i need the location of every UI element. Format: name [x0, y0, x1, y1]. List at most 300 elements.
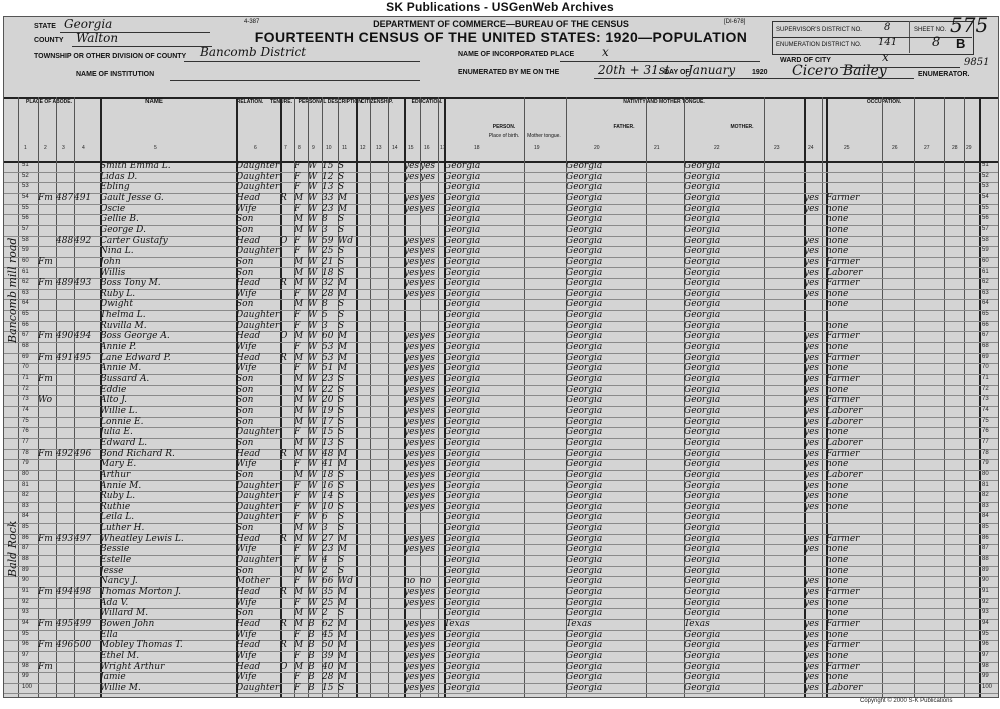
line-number: 64 [22, 300, 29, 307]
cell-farm: Fm [38, 374, 53, 384]
column-number: 8 [298, 145, 301, 151]
cell-occupation: none [826, 224, 849, 235]
cell-birth: Georgia [444, 214, 481, 225]
line-number-right: 87 [982, 545, 989, 552]
cell-tenure: O [280, 331, 288, 342]
cell-race: W [308, 192, 318, 203]
cell-read: yes [404, 640, 420, 651]
cell-sex: M [294, 192, 304, 203]
cell-write: yes [420, 267, 436, 278]
cell-house: 496 [56, 640, 74, 651]
cell-write: yes [420, 544, 436, 555]
cell-race: W [308, 469, 318, 480]
person-place-of-birth: Place of birth. [488, 133, 520, 139]
cell-birth: Georgia [444, 310, 481, 321]
cell-english: yes [804, 363, 820, 374]
cell-mother-birth: Georgia [684, 192, 721, 203]
cell-relation: Daughter [236, 555, 280, 566]
cell-relation: Son [236, 299, 254, 310]
cell-sex: M [294, 565, 304, 576]
cell-sex: M [294, 331, 304, 342]
stamp-number: 575 [950, 16, 989, 37]
line-number-right: 93 [982, 609, 989, 616]
cell-relation: Son [236, 608, 254, 619]
column-number: 3 [62, 145, 65, 151]
cell-family: 493 [74, 278, 92, 289]
cell-marital: S [338, 299, 345, 310]
cell-write: yes [420, 203, 436, 214]
line-number: 62 [22, 279, 29, 286]
line-number-right: 61 [982, 268, 989, 275]
cell-sex: F [294, 203, 301, 214]
cell-read: yes [404, 544, 420, 555]
line-number-right: 63 [982, 289, 989, 296]
cell-age: 18 [322, 469, 334, 480]
cell-occupation: none [826, 299, 849, 310]
cell-occupation: none [826, 214, 849, 225]
cell-write: yes [420, 246, 436, 257]
cell-age: 21 [322, 256, 334, 267]
cell-write: no [420, 576, 432, 587]
cell-mother-birth: Georgia [684, 352, 721, 363]
cell-tenure: O [280, 235, 288, 246]
cell-read: yes [404, 491, 420, 502]
cell-mother-birth: Georgia [684, 384, 721, 395]
cell-race: W [308, 587, 318, 597]
cell-birth: Georgia [444, 161, 481, 171]
cell-sex: F [294, 363, 301, 374]
line-number-right: 65 [982, 311, 989, 318]
incorporated-place-label: NAME OF INCORPORATED PLACE [458, 51, 575, 58]
cell-marital: S [338, 267, 345, 278]
cell-age: 19 [322, 405, 334, 416]
cell-name: Thomas Morton J. [100, 587, 181, 597]
cell-age: 14 [322, 491, 334, 502]
cell-race: W [308, 161, 318, 171]
column-number: 16 [424, 145, 430, 151]
cell-father-birth: Georgia [566, 352, 603, 363]
cell-age: 62 [322, 618, 334, 629]
column-number: 10 [326, 145, 332, 151]
cell-mother-birth: Georgia [684, 576, 721, 587]
cell-relation: Head [236, 278, 261, 289]
cell-read: yes [404, 192, 420, 203]
cell-marital: S [338, 512, 345, 523]
cell-name: Julia E. [100, 427, 133, 438]
cell-marital: M [338, 352, 348, 363]
cell-race: W [308, 512, 318, 523]
cell-family: 499 [74, 618, 92, 629]
cell-read: yes [404, 405, 420, 416]
cell-write: yes [420, 501, 436, 512]
cell-age: 15 [322, 161, 334, 171]
sheet-letter: B [956, 36, 966, 51]
line-number: 57 [22, 225, 29, 232]
cell-race: W [308, 576, 318, 587]
line-number: 65 [22, 311, 29, 318]
cell-english: yes [804, 246, 820, 257]
line-number: 92 [22, 598, 29, 605]
cell-marital: S [338, 246, 345, 257]
cell-sex: F [294, 512, 301, 523]
cell-read: yes [404, 682, 420, 693]
cell-race: W [308, 342, 318, 353]
cell-birth: Georgia [444, 416, 481, 427]
cell-mother-birth: Georgia [684, 310, 721, 321]
cell-father-birth: Georgia [566, 661, 603, 672]
cell-sex: M [294, 395, 304, 406]
cell-farm: Fm [38, 256, 53, 267]
cell-father-birth: Georgia [566, 608, 603, 619]
line-number-right: 51 [982, 162, 989, 168]
cell-father-birth: Georgia [566, 544, 603, 555]
cell-sex: F [294, 576, 301, 587]
cell-mother-birth: Georgia [684, 416, 721, 427]
cell-sex: M [294, 405, 304, 416]
sheet-label: SHEET NO. [914, 27, 947, 33]
cell-mother-birth: Georgia [684, 256, 721, 267]
cell-birth: Texas [444, 618, 470, 629]
cell-name: Leila L. [100, 512, 135, 523]
cell-birth: Georgia [444, 246, 481, 257]
cell-father-birth: Georgia [566, 437, 603, 448]
line-number: 81 [22, 481, 29, 488]
line-number-right: 55 [982, 204, 989, 211]
cell-farm: Fm [38, 192, 53, 203]
cell-name: Annie M. [100, 363, 142, 374]
cell-occupation: Laborer [826, 416, 863, 427]
cell-marital: M [338, 459, 348, 470]
cell-father-birth: Georgia [566, 629, 603, 640]
cell-father-birth: Georgia [566, 459, 603, 470]
cell-name: Carter Gustafy [100, 235, 168, 246]
cell-relation: Daughter [236, 171, 280, 182]
cell-marital: S [338, 256, 345, 267]
cell-race: W [308, 448, 318, 459]
cell-occupation: none [826, 427, 849, 438]
cell-father-birth: Georgia [566, 182, 603, 193]
cell-mother-birth: Georgia [684, 161, 721, 171]
cell-race: W [308, 597, 318, 608]
cell-birth: Georgia [444, 405, 481, 416]
cell-sex: F [294, 235, 301, 246]
line-number: 51 [22, 162, 29, 168]
cell-age: 5 [322, 310, 328, 321]
cell-marital: Wd [338, 576, 354, 587]
cell-name: Boss Tony M. [100, 278, 161, 289]
cell-occupation: Laborer [826, 267, 863, 278]
cell-english: yes [804, 533, 820, 544]
column-number: 9 [312, 145, 315, 151]
cell-age: 8 [322, 214, 328, 225]
cell-sex: F [294, 161, 301, 171]
cell-mother-birth: Georgia [684, 182, 721, 193]
cell-father-birth: Georgia [566, 587, 603, 597]
county-value: Walton [76, 31, 119, 45]
line-number: 83 [22, 502, 29, 509]
cell-relation: Son [236, 416, 254, 427]
cell-write: yes [420, 363, 436, 374]
cell-birth: Georgia [444, 203, 481, 214]
cell-birth: Georgia [444, 650, 481, 661]
cell-name: Willis [100, 267, 126, 278]
cell-family: 496 [74, 448, 92, 459]
cell-birth: Georgia [444, 459, 481, 470]
column-number: 11 [342, 145, 348, 151]
cell-sex: F [294, 288, 301, 299]
cell-marital: M [338, 288, 348, 299]
cell-read: yes [404, 629, 420, 640]
cell-write: yes [420, 459, 436, 470]
cell-race: W [308, 427, 318, 438]
line-number: 72 [22, 385, 29, 392]
cell-race: B [308, 640, 315, 651]
cell-read: yes [404, 480, 420, 491]
cell-occupation: Farmer [826, 640, 860, 651]
enumerator-label: ENUMERATOR. [918, 71, 970, 78]
cell-race: B [308, 650, 315, 661]
cell-mother-birth: Georgia [684, 235, 721, 246]
cell-english: yes [804, 469, 820, 480]
cell-read: no [404, 576, 416, 587]
line-number-right: 95 [982, 630, 989, 637]
cell-name: Gellie B. [100, 214, 139, 225]
cell-relation: Wife [236, 597, 257, 608]
cell-occupation: none [826, 480, 849, 491]
cell-sex: M [294, 256, 304, 267]
cell-birth: Georgia [444, 427, 481, 438]
cell-name: Bussard A. [100, 374, 150, 384]
cell-read: yes [404, 395, 420, 406]
cell-marital: M [338, 650, 348, 661]
cell-marital: M [338, 192, 348, 203]
cell-occupation: Farmer [826, 618, 860, 629]
cell-mother-birth: Georgia [684, 299, 721, 310]
column-number: 24 [808, 145, 814, 151]
line-number: 84 [22, 513, 29, 520]
cell-name: George D. [100, 224, 146, 235]
section-personal: PERSONAL DESCRIPTION. [298, 99, 364, 105]
cell-tenure: R [280, 640, 287, 651]
cell-birth: Georgia [444, 501, 481, 512]
cell-race: W [308, 214, 318, 225]
cell-age: 50 [322, 640, 334, 651]
cell-sex: M [294, 661, 304, 672]
cell-occupation: Laborer [826, 469, 863, 480]
cell-father-birth: Georgia [566, 288, 603, 299]
cell-house: 493 [56, 533, 74, 544]
cell-mother-birth: Georgia [684, 203, 721, 214]
cell-marital: S [338, 384, 345, 395]
cell-sex: F [294, 320, 301, 331]
cell-name: Ethel M. [100, 650, 140, 661]
cell-read: yes [404, 352, 420, 363]
cell-occupation: Farmer [826, 278, 860, 289]
cell-father-birth: Georgia [566, 469, 603, 480]
cell-occupation: none [826, 501, 849, 512]
cell-sex: F [294, 342, 301, 353]
cell-write: yes [420, 342, 436, 353]
cell-father-birth: Georgia [566, 555, 603, 566]
cell-marital: S [338, 555, 345, 566]
cell-father-birth: Georgia [566, 310, 603, 321]
cell-sex: F [294, 459, 301, 470]
line-number-right: 78 [982, 449, 989, 456]
column-number: 13 [376, 145, 382, 151]
cell-birth: Georgia [444, 544, 481, 555]
cell-father-birth: Georgia [566, 256, 603, 267]
cell-english: yes [804, 203, 820, 214]
cell-write: yes [420, 469, 436, 480]
institution-label: NAME OF INSTITUTION [76, 71, 155, 78]
cell-mother-birth: Georgia [684, 650, 721, 661]
column-number: 23 [774, 145, 780, 151]
cell-english: yes [804, 640, 820, 651]
cell-race: W [308, 523, 318, 534]
cell-father-birth: Georgia [566, 491, 603, 502]
cell-age: 3 [322, 224, 328, 235]
cell-read: yes [404, 363, 420, 374]
cell-read: yes [404, 672, 420, 683]
line-number-right: 69 [982, 353, 989, 360]
cell-birth: Georgia [444, 288, 481, 299]
cell-relation: Head [236, 352, 261, 363]
line-number: 67 [22, 332, 29, 339]
cell-father-birth: Georgia [566, 299, 603, 310]
cell-race: W [308, 182, 318, 193]
cell-marital: S [338, 224, 345, 235]
cell-name: Ruvilla M. [100, 320, 147, 331]
cell-father-birth: Georgia [566, 331, 603, 342]
cell-sex: F [294, 544, 301, 555]
cell-birth: Georgia [444, 640, 481, 651]
cell-race: W [308, 320, 318, 331]
cell-mother-birth: Georgia [684, 533, 721, 544]
cell-family: 494 [74, 331, 92, 342]
line-number-right: 100 [982, 683, 993, 690]
cell-age: 28 [322, 672, 334, 683]
cell-race: W [308, 171, 318, 182]
cell-mother-birth: Georgia [684, 363, 721, 374]
line-number: 97 [22, 651, 29, 658]
cell-tenure: R [280, 192, 287, 203]
cell-relation: Mother [236, 576, 270, 587]
ward-value: x [882, 50, 889, 64]
cell-race: W [308, 501, 318, 512]
cell-age: 23 [322, 544, 334, 555]
section-tenure: TENURE. [270, 99, 292, 105]
column-number: 7 [284, 145, 287, 151]
cell-age: 3 [322, 523, 328, 534]
cell-age: 25 [322, 246, 334, 257]
section-mother: MOTHER. [730, 124, 754, 130]
cell-relation: Daughter [236, 320, 280, 331]
cell-family: 492 [74, 235, 92, 246]
cell-marital: S [338, 565, 345, 576]
column-number: 12 [360, 145, 366, 151]
cell-english: yes [804, 618, 820, 629]
cell-name: Jamie [100, 672, 126, 683]
cell-occupation: Farmer [826, 256, 860, 267]
cell-english: yes [804, 459, 820, 470]
cell-father-birth: Georgia [566, 224, 603, 235]
supervisor-value: 8 [884, 22, 891, 33]
cell-occupation: Farmer [826, 448, 860, 459]
cell-name: Gault Jesse G. [100, 192, 164, 203]
cell-read: yes [404, 171, 420, 182]
cell-occupation: none [826, 320, 849, 331]
cell-race: W [308, 288, 318, 299]
enumeration-district-value: 141 [878, 37, 898, 48]
enumerator-signature: Cicero Bailey [792, 63, 887, 79]
cell-birth: Georgia [444, 587, 481, 597]
cell-birth: Georgia [444, 555, 481, 566]
cell-mother-birth: Georgia [684, 214, 721, 225]
cell-english: yes [804, 374, 820, 384]
cell-relation: Son [236, 395, 254, 406]
cell-occupation: none [826, 672, 849, 683]
line-number: 89 [22, 566, 29, 573]
cell-mother-birth: Texas [684, 618, 710, 629]
cell-race: W [308, 459, 318, 470]
column-number: 6 [254, 145, 257, 151]
cell-relation: Daughter [236, 427, 280, 438]
cell-father-birth: Texas [566, 618, 592, 629]
cell-race: B [308, 682, 315, 693]
cell-write: yes [420, 587, 436, 597]
column-number: 14 [392, 145, 398, 151]
cell-occupation: none [826, 384, 849, 395]
line-number: 80 [22, 470, 29, 477]
line-number: 52 [22, 172, 29, 179]
cell-father-birth: Georgia [566, 576, 603, 587]
stamp-subnumber: 9851 [964, 57, 990, 68]
cell-race: W [308, 256, 318, 267]
line-number: 91 [22, 588, 29, 594]
cell-read: yes [404, 469, 420, 480]
cell-sex: M [294, 214, 304, 225]
cell-age: 32 [322, 278, 334, 289]
cell-occupation: none [826, 555, 849, 566]
cell-english: yes [804, 384, 820, 395]
cell-name: Ebling [100, 182, 130, 193]
cell-write: yes [420, 533, 436, 544]
line-number-right: 76 [982, 428, 989, 435]
cell-mother-birth: Georgia [684, 555, 721, 566]
cell-age: 8 [322, 299, 328, 310]
cell-occupation: none [826, 342, 849, 353]
cell-sex: M [294, 587, 304, 597]
cell-age: 15 [322, 682, 334, 693]
cell-race: W [308, 363, 318, 374]
cell-name: Bessie [100, 544, 130, 555]
township-value: Bancomb District [200, 45, 307, 59]
cell-birth: Georgia [444, 374, 481, 384]
cell-marital: S [338, 427, 345, 438]
cell-marital: S [338, 480, 345, 491]
cell-write: yes [420, 682, 436, 693]
cell-relation: Son [236, 565, 254, 576]
cell-name: Ruthie [100, 501, 131, 512]
cell-mother-birth: Georgia [684, 682, 721, 693]
cell-mother-birth: Georgia [684, 480, 721, 491]
line-number: 70 [22, 364, 29, 371]
cell-occupation: none [826, 288, 849, 299]
cell-name: Smith Emma L. [100, 161, 171, 171]
cell-mother-birth: Georgia [684, 288, 721, 299]
cell-farm: Fm [38, 448, 53, 459]
cell-house: 489 [56, 278, 74, 289]
